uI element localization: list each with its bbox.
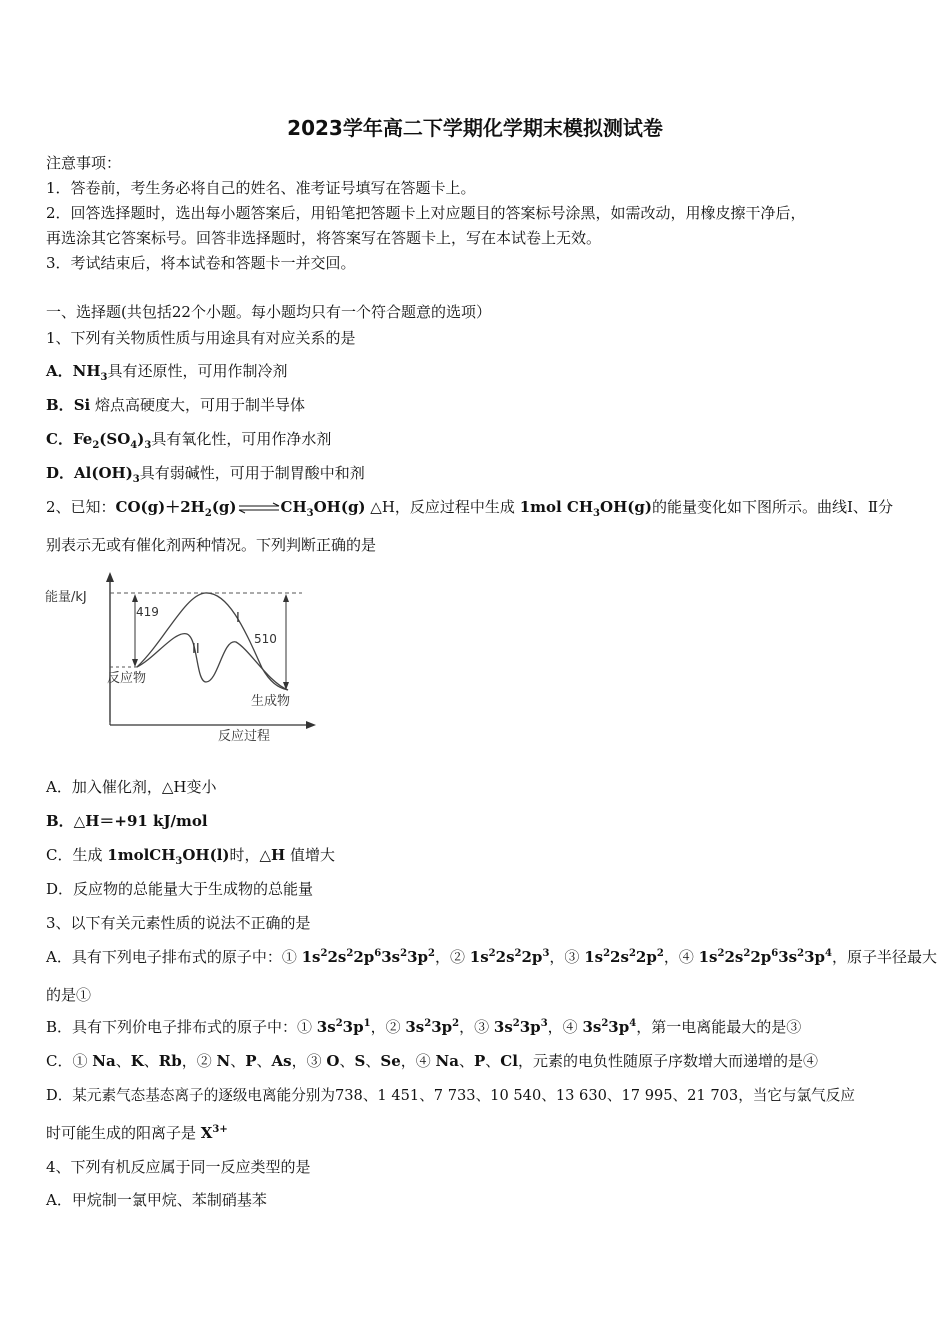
reverse-ea-arrow-up-icon bbox=[283, 594, 289, 602]
notice-heading: 注意事项： bbox=[46, 154, 122, 172]
q4-option-a: A．甲烷制一氯甲烷、苯制硝基苯 bbox=[46, 1191, 267, 1209]
reactant-label: 反应物 bbox=[107, 671, 147, 686]
question-2-stem: 2、已知：$CO(g)+2H_2(g)$ $CH_3OH(g)$ △H，反应过程中生成 1mol $CH_3OH(g)$的能量变化如下图所示。曲线Ⅰ、Ⅱ分 bbox=[46, 498, 894, 519]
product-label: 生成物 bbox=[251, 694, 291, 709]
section-heading: 一、选择题(共包括22个小题。每小题均只有一个符合题意的选项） bbox=[46, 303, 491, 321]
q1-option-b: B．Si 熔点高硬度大，可用于制半导体 bbox=[46, 396, 305, 414]
q3-option-c: C．① Na、K、Rb，② N、P、As，③ O、S、Se，④ Na、P、Cl，元素的电负性随原子序数增大而递增的是④ bbox=[46, 1052, 818, 1070]
question-1-stem: 1、下列有关物质性质与用途具有对应关系的是 bbox=[46, 329, 356, 347]
q3-option-a-cont: 的是① bbox=[46, 986, 92, 1004]
question-2-stem-cont: 别表示无或有催化剂两种情况。下列判断正确的是 bbox=[46, 536, 377, 554]
notice-item: 1．答卷前，考生务必将自己的姓名、准考证号填写在答题卡上。 bbox=[46, 179, 476, 197]
curve-ii-label: II bbox=[192, 642, 200, 657]
x-axis-arrow-icon bbox=[306, 721, 316, 729]
question-4-stem: 4、下列有机反应属于同一反应类型的是 bbox=[46, 1158, 311, 1176]
page-title: 2023学年高二下学期化学期末模拟测试卷 bbox=[287, 116, 663, 140]
notice-item: 2．回答选择题时，选出每小题答案后，用铅笔把答题卡上对应题目的答案标号涂黑，如需改动，用橡皮擦干净后， bbox=[46, 204, 806, 222]
y-axis-arrow-icon bbox=[106, 572, 114, 582]
curve-i-label: I bbox=[236, 611, 240, 626]
option-label: C． bbox=[46, 846, 73, 864]
y-axis-label: 能量/kJ bbox=[45, 590, 87, 605]
ea-arrow-down-icon bbox=[132, 659, 138, 667]
q2-option-a: A．加入催化剂，△H变小 bbox=[46, 778, 217, 796]
notice-item: 3．考试结束后，将本试卷和答题卡一并交回。 bbox=[46, 254, 356, 272]
reverse-activation-energy-label: 510 bbox=[254, 632, 277, 646]
x-axis-label: 反应过程 bbox=[218, 729, 271, 744]
option-label: C． bbox=[46, 430, 73, 448]
q1-option-d: D．$Al(OH)_3$具有弱碱性，可用于制胃酸中和剂 bbox=[46, 464, 365, 485]
ea-arrow-up-icon bbox=[132, 594, 138, 602]
q2-option-d: D．反应物的总能量大于生成物的总能量 bbox=[46, 880, 314, 898]
notice-item: 再选涂其它答案标号。回答非选择题时，将答案写在答题卡上，写在本试卷上无效。 bbox=[46, 229, 602, 247]
q1-option-c: C．$Fe_2(SO_4)_3$具有氧化性，可用作净水剂 bbox=[46, 430, 332, 451]
activation-energy-label: 419 bbox=[136, 605, 159, 619]
option-label: A． bbox=[46, 362, 73, 380]
q3-option-d: D．某元素气态基态离子的逐级电离能分别为738、1 451、7 733、10 540、13 630、17 995、21 703，当它与氯气反应 bbox=[46, 1087, 855, 1104]
question-3-stem: 3、以下有关元素性质的说法不正确的是 bbox=[46, 914, 311, 932]
q1-option-a: A．$NH_3$具有还原性，可用作制冷剂 bbox=[46, 362, 288, 383]
q2-option-b: B．△H＝+91 kJ/mol bbox=[46, 812, 208, 830]
option-label: D． bbox=[46, 464, 75, 482]
equilibrium-arrow-icon bbox=[237, 502, 281, 514]
q3-option-b: B．具有下列价电子排布式的原子中：① $3s^23p^1$，② $3s^23p^2$，③ $3s^23p^3$，④ $3s^23p^4$，第一电离能最大的是③ bbox=[46, 1018, 802, 1036]
energy-diagram bbox=[40, 570, 330, 750]
option-label: B． bbox=[46, 396, 74, 414]
q2-option-c: C．生成 1molCH$_3$OH(l)时，△H 值增大 bbox=[46, 846, 336, 867]
q3-option-d-cont: 时可能生成的阳离子是 $X^{3+}$ bbox=[46, 1124, 228, 1142]
q3-option-a: A．具有下列电子排布式的原子中：① $1s^22s^22p^63s^23p^2$，② $1s^22s^22p^3$，③ $1s^22s^22p^2$，④ $1s^22s^22p^63s^23p^4$，原子半径最大 bbox=[46, 948, 937, 966]
